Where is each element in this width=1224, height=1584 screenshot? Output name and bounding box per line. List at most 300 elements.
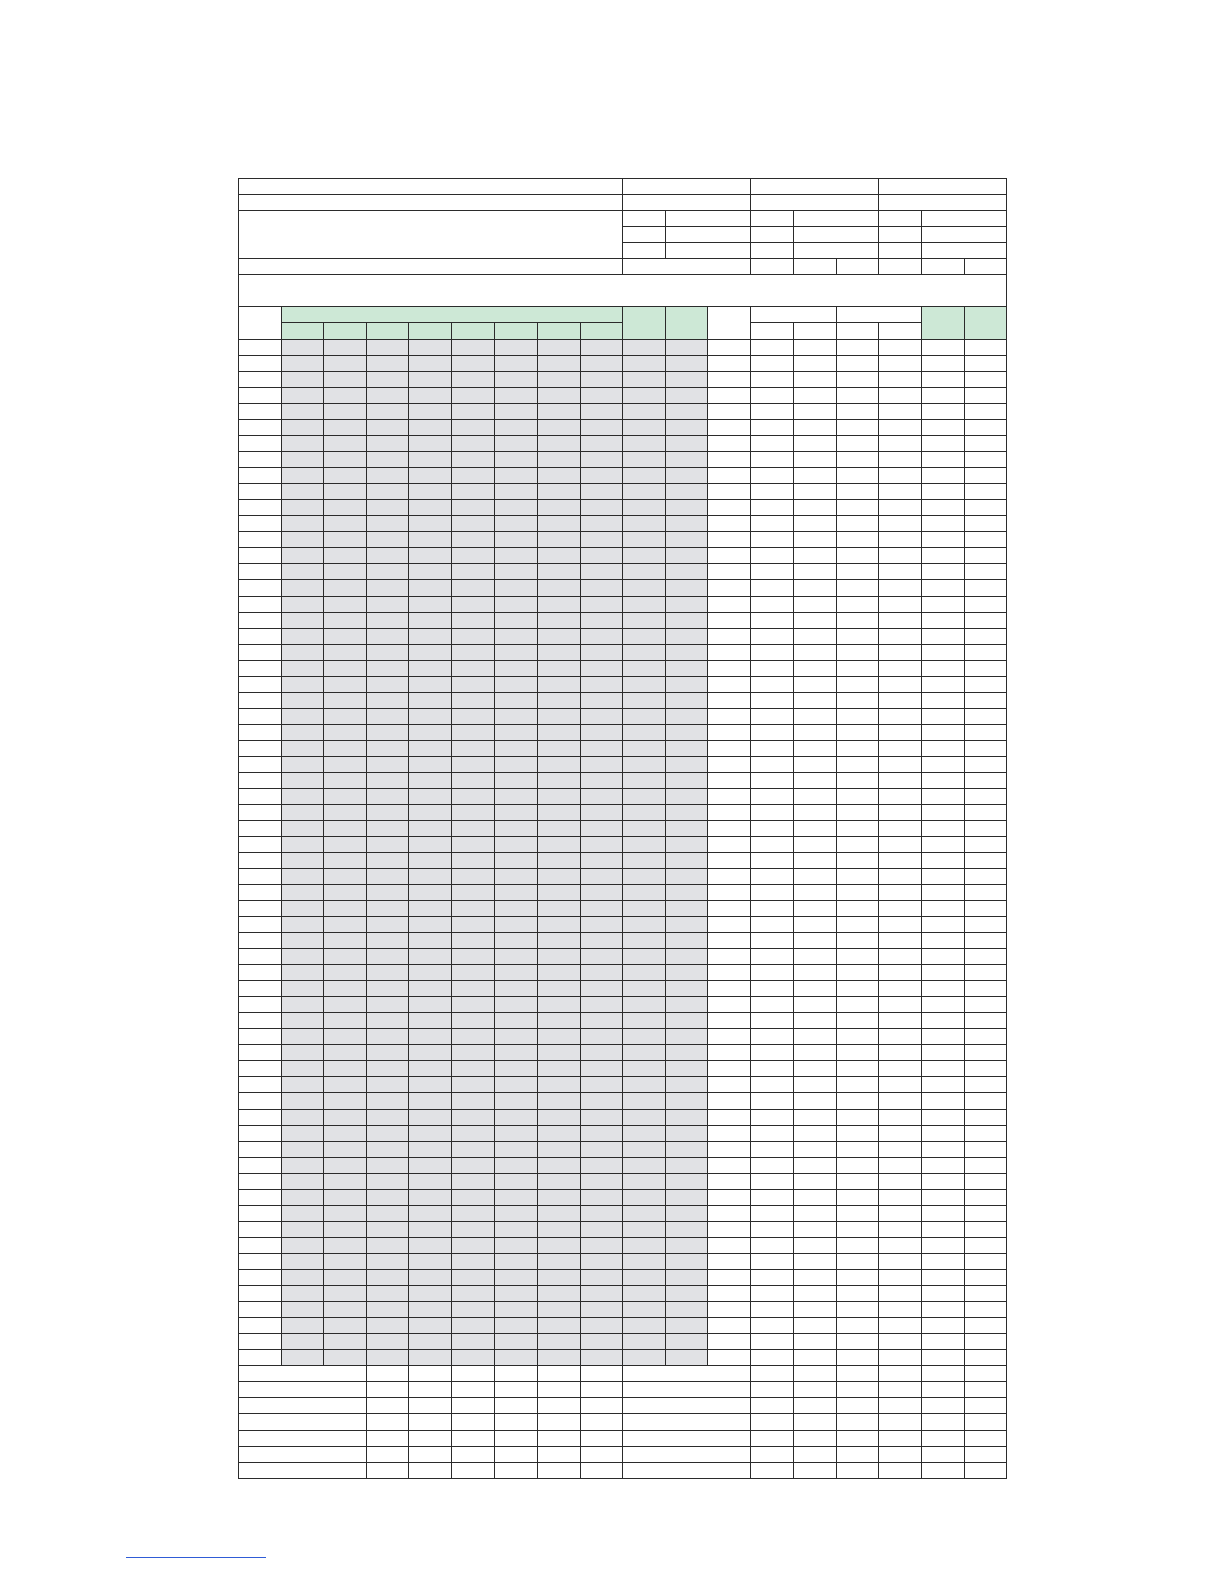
data-row-42-col-17[interactable] — [921, 996, 965, 1013]
data-row-20-col-3[interactable] — [323, 644, 367, 661]
data-row-18-col-8[interactable] — [537, 612, 581, 629]
data-row-19-col-4[interactable] — [366, 628, 409, 645]
data-row-44-col-4[interactable] — [366, 1028, 409, 1045]
data-row-32-col-4[interactable] — [366, 836, 409, 853]
data-row-32-col-7[interactable] — [494, 836, 538, 853]
data-row-41-col-17[interactable] — [921, 980, 965, 997]
data-row-36-col-8[interactable] — [537, 900, 581, 917]
data-row-8-col-8[interactable] — [537, 451, 581, 468]
data-row-57-col-13[interactable] — [750, 1237, 794, 1254]
data-row-26-col-9[interactable] — [580, 740, 623, 757]
data-row-1-col-17[interactable] — [921, 339, 965, 356]
summary-row-5-col-6[interactable] — [580, 1430, 623, 1447]
data-row-24-col-12[interactable] — [707, 708, 751, 725]
data-row-23-col-16[interactable] — [878, 692, 922, 709]
data-row-9-col-17[interactable] — [921, 467, 965, 484]
data-row-62-col-12[interactable] — [707, 1317, 751, 1334]
data-row-3-col-18[interactable] — [964, 371, 1007, 388]
data-row-47-col-13[interactable] — [750, 1076, 794, 1093]
data-row-15-col-17[interactable] — [921, 563, 965, 580]
data-row-17-col-8[interactable] — [537, 596, 581, 613]
data-row-31-col-15[interactable] — [836, 820, 879, 837]
data-row-3-col-3[interactable] — [323, 371, 367, 388]
data-row-48-col-17[interactable] — [921, 1092, 965, 1110]
data-row-28-col-6[interactable] — [451, 772, 495, 789]
data-row-33-col-12[interactable] — [707, 852, 751, 869]
data-row-38-col-18[interactable] — [964, 932, 1007, 949]
data-row-38-col-8[interactable] — [537, 932, 581, 949]
data-row-22-col-14[interactable] — [793, 676, 837, 693]
data-row-22-col-7[interactable] — [494, 676, 538, 693]
data-row-8-col-6[interactable] — [451, 451, 495, 468]
data-row-13-col-6[interactable] — [451, 531, 495, 548]
data-row-14-col-9[interactable] — [580, 547, 623, 564]
data-row-13-col-16[interactable] — [878, 531, 922, 548]
data-row-47-col-12[interactable] — [707, 1076, 751, 1093]
data-row-46-col-9[interactable] — [580, 1060, 623, 1077]
data-row-47-col-16[interactable] — [878, 1076, 922, 1093]
data-row-62-col-2[interactable] — [281, 1317, 324, 1334]
summary-row-3-right-2[interactable] — [793, 1397, 837, 1414]
data-row-42-col-14[interactable] — [793, 996, 837, 1013]
data-row-15-col-14[interactable] — [793, 563, 837, 580]
data-row-11-col-7[interactable] — [494, 499, 538, 516]
summary-row-7-right-5[interactable] — [921, 1462, 965, 1479]
data-row-49-col-7[interactable] — [494, 1109, 538, 1126]
data-row-16-col-15[interactable] — [836, 579, 879, 597]
data-row-29-col-8[interactable] — [537, 788, 581, 805]
data-row-42-col-4[interactable] — [366, 996, 409, 1013]
data-row-56-col-18[interactable] — [964, 1221, 1007, 1238]
data-row-26-col-11[interactable] — [665, 740, 708, 757]
header-wide-field[interactable] — [238, 258, 623, 275]
summary-row-5-col-5[interactable] — [537, 1430, 581, 1447]
data-row-25-col-13[interactable] — [750, 724, 794, 741]
data-row-30-col-3[interactable] — [323, 804, 367, 821]
data-row-37-col-7[interactable] — [494, 916, 538, 933]
data-row-17-col-4[interactable] — [366, 596, 409, 613]
data-row-1-col-16[interactable] — [878, 339, 922, 356]
data-row-10-col-7[interactable] — [494, 483, 538, 500]
data-row-40-col-9[interactable] — [580, 964, 623, 981]
data-row-51-col-7[interactable] — [494, 1141, 538, 1158]
data-row-42-col-9[interactable] — [580, 996, 623, 1013]
data-row-29-col-16[interactable] — [878, 788, 922, 805]
data-row-50-col-7[interactable] — [494, 1125, 538, 1142]
summary-row-4-right-2[interactable] — [793, 1413, 837, 1431]
data-row-38-col-6[interactable] — [451, 932, 495, 949]
data-row-16-col-11[interactable] — [665, 579, 708, 597]
data-row-54-col-10[interactable] — [622, 1189, 666, 1206]
data-row-47-col-10[interactable] — [622, 1076, 666, 1093]
data-row-13-col-4[interactable] — [366, 531, 409, 548]
data-row-38-col-15[interactable] — [836, 932, 879, 949]
data-row-17-col-3[interactable] — [323, 596, 367, 613]
data-row-44-col-13[interactable] — [750, 1028, 794, 1045]
data-row-59-col-17[interactable] — [921, 1269, 965, 1286]
data-row-11-col-5[interactable] — [408, 499, 452, 516]
data-row-39-col-3[interactable] — [323, 948, 367, 965]
data-row-27-col-6[interactable] — [451, 756, 495, 773]
data-row-9-col-14[interactable] — [793, 467, 837, 484]
data-row-50-col-18[interactable] — [964, 1125, 1007, 1142]
data-row-24-col-6[interactable] — [451, 708, 495, 725]
data-row-64-col-18[interactable] — [964, 1349, 1007, 1366]
data-row-60-col-18[interactable] — [964, 1285, 1007, 1302]
data-row-42-col-6[interactable] — [451, 996, 495, 1013]
data-row-9-col-5[interactable] — [408, 467, 452, 484]
data-row-39-col-17[interactable] — [921, 948, 965, 965]
data-row-12-col-9[interactable] — [580, 515, 623, 532]
data-row-57-col-17[interactable] — [921, 1237, 965, 1254]
data-row-61-col-14[interactable] — [793, 1301, 837, 1318]
data-row-52-col-14[interactable] — [793, 1157, 837, 1174]
data-row-50-col-12[interactable] — [707, 1125, 751, 1142]
data-row-41-col-18[interactable] — [964, 980, 1007, 997]
data-row-17-col-11[interactable] — [665, 596, 708, 613]
data-row-36-col-7[interactable] — [494, 900, 538, 917]
data-row-52-col-2[interactable] — [281, 1157, 324, 1174]
data-row-34-col-3[interactable] — [323, 868, 367, 885]
summary-row-7-right-4[interactable] — [878, 1462, 922, 1479]
summary-row-2-right-5[interactable] — [921, 1381, 965, 1398]
data-row-18-col-6[interactable] — [451, 612, 495, 629]
data-row-51-col-5[interactable] — [408, 1141, 452, 1158]
data-row-43-col-16[interactable] — [878, 1012, 922, 1029]
data-row-41-col-10[interactable] — [622, 980, 666, 997]
data-row-63-col-18[interactable] — [964, 1333, 1007, 1350]
data-row-22-col-15[interactable] — [836, 676, 879, 693]
data-row-57-col-11[interactable] — [665, 1237, 708, 1254]
summary-row-1-right-1[interactable] — [750, 1365, 794, 1382]
data-row-26-col-16[interactable] — [878, 740, 922, 757]
data-row-12-col-16[interactable] — [878, 515, 922, 532]
data-row-5-col-13[interactable] — [750, 403, 794, 420]
data-row-12-col-4[interactable] — [366, 515, 409, 532]
data-row-4-col-4[interactable] — [366, 387, 409, 404]
summary-row-4-col-5[interactable] — [537, 1413, 581, 1431]
data-row-13-col-14[interactable] — [793, 531, 837, 548]
data-row-51-col-11[interactable] — [665, 1141, 708, 1158]
data-row-2-col-3[interactable] — [323, 355, 367, 372]
data-row-27-col-16[interactable] — [878, 756, 922, 773]
data-row-22-col-3[interactable] — [323, 676, 367, 693]
data-row-37-col-17[interactable] — [921, 916, 965, 933]
data-row-42-col-7[interactable] — [494, 996, 538, 1013]
data-row-50-col-15[interactable] — [836, 1125, 879, 1142]
data-row-38-col-12[interactable] — [707, 932, 751, 949]
data-row-48-col-13[interactable] — [750, 1092, 794, 1110]
summary-row-6-right-3[interactable] — [836, 1446, 879, 1463]
data-row-38-col-11[interactable] — [665, 932, 708, 949]
data-row-63-col-16[interactable] — [878, 1333, 922, 1350]
data-row-47-col-15[interactable] — [836, 1076, 879, 1093]
data-row-7-col-8[interactable] — [537, 435, 581, 452]
data-row-21-col-7[interactable] — [494, 660, 538, 677]
header-c-value-2[interactable] — [921, 226, 1007, 243]
data-row-21-col-12[interactable] — [707, 660, 751, 677]
data-row-19-col-7[interactable] — [494, 628, 538, 645]
data-row-20-col-4[interactable] — [366, 644, 409, 661]
data-row-32-col-2[interactable] — [281, 836, 324, 853]
data-row-21-col-5[interactable] — [408, 660, 452, 677]
data-row-21-col-10[interactable] — [622, 660, 666, 677]
data-row-31-col-10[interactable] — [622, 820, 666, 837]
data-row-36-col-3[interactable] — [323, 900, 367, 917]
data-row-36-col-18[interactable] — [964, 900, 1007, 917]
data-row-39-col-15[interactable] — [836, 948, 879, 965]
data-row-40-col-2[interactable] — [281, 964, 324, 981]
data-row-18-col-15[interactable] — [836, 612, 879, 629]
data-row-5-col-6[interactable] — [451, 403, 495, 420]
data-row-35-col-11[interactable] — [665, 884, 708, 901]
data-row-28-col-14[interactable] — [793, 772, 837, 789]
data-row-43-col-4[interactable] — [366, 1012, 409, 1029]
data-row-56-col-5[interactable] — [408, 1221, 452, 1238]
data-row-58-col-13[interactable] — [750, 1253, 794, 1270]
summary-row-6-col-3[interactable] — [451, 1446, 495, 1463]
data-row-11-col-14[interactable] — [793, 499, 837, 516]
data-row-53-col-6[interactable] — [451, 1173, 495, 1190]
data-row-38-col-10[interactable] — [622, 932, 666, 949]
data-row-43-col-15[interactable] — [836, 1012, 879, 1029]
data-row-54-col-15[interactable] — [836, 1189, 879, 1206]
data-row-9-col-10[interactable] — [622, 467, 666, 484]
data-row-13-col-10[interactable] — [622, 531, 666, 548]
data-row-3-col-16[interactable] — [878, 371, 922, 388]
data-row-3-col-7[interactable] — [494, 371, 538, 388]
data-row-4-col-18[interactable] — [964, 387, 1007, 404]
data-row-34-col-14[interactable] — [793, 868, 837, 885]
data-row-4-col-8[interactable] — [537, 387, 581, 404]
data-row-36-col-2[interactable] — [281, 900, 324, 917]
data-row-21-col-18[interactable] — [964, 660, 1007, 677]
data-row-64-col-14[interactable] — [793, 1349, 837, 1366]
data-row-3-col-4[interactable] — [366, 371, 409, 388]
data-row-57-col-8[interactable] — [537, 1237, 581, 1254]
data-row-62-col-17[interactable] — [921, 1317, 965, 1334]
data-row-11-col-10[interactable] — [622, 499, 666, 516]
summary-row-5-right-5[interactable] — [921, 1430, 965, 1447]
summary-row-5-right-4[interactable] — [878, 1430, 922, 1447]
summary-row-3-right-5[interactable] — [921, 1397, 965, 1414]
data-row-5-col-9[interactable] — [580, 403, 623, 420]
data-row-54-col-6[interactable] — [451, 1189, 495, 1206]
data-row-40-col-13[interactable] — [750, 964, 794, 981]
data-row-60-col-15[interactable] — [836, 1285, 879, 1302]
data-row-59-col-9[interactable] — [580, 1269, 623, 1286]
data-row-43-col-12[interactable] — [707, 1012, 751, 1029]
data-row-15-col-11[interactable] — [665, 563, 708, 580]
data-row-5-col-3[interactable] — [323, 403, 367, 420]
data-row-46-col-18[interactable] — [964, 1060, 1007, 1077]
data-row-21-col-15[interactable] — [836, 660, 879, 677]
data-row-22-col-9[interactable] — [580, 676, 623, 693]
data-row-38-col-3[interactable] — [323, 932, 367, 949]
data-row-6-col-17[interactable] — [921, 419, 965, 436]
data-row-36-col-6[interactable] — [451, 900, 495, 917]
data-row-7-col-3[interactable] — [323, 435, 367, 452]
data-row-25-col-9[interactable] — [580, 724, 623, 741]
data-row-23-col-9[interactable] — [580, 692, 623, 709]
data-row-20-col-8[interactable] — [537, 644, 581, 661]
data-row-45-col-7[interactable] — [494, 1044, 538, 1061]
data-row-13-col-15[interactable] — [836, 531, 879, 548]
data-row-25-col-14[interactable] — [793, 724, 837, 741]
data-row-1-col-6[interactable] — [451, 339, 495, 356]
data-row-3-col-14[interactable] — [793, 371, 837, 388]
data-row-27-col-14[interactable] — [793, 756, 837, 773]
data-row-19-col-3[interactable] — [323, 628, 367, 645]
data-row-23-col-8[interactable] — [537, 692, 581, 709]
data-row-45-col-5[interactable] — [408, 1044, 452, 1061]
data-row-62-col-13[interactable] — [750, 1317, 794, 1334]
data-row-56-col-16[interactable] — [878, 1221, 922, 1238]
data-row-30-col-5[interactable] — [408, 804, 452, 821]
data-row-37-col-12[interactable] — [707, 916, 751, 933]
data-row-16-col-18[interactable] — [964, 579, 1007, 597]
data-row-3-col-13[interactable] — [750, 371, 794, 388]
data-row-4-col-17[interactable] — [921, 387, 965, 404]
data-row-26-col-2[interactable] — [281, 740, 324, 757]
data-row-28-col-18[interactable] — [964, 772, 1007, 789]
data-row-14-col-17[interactable] — [921, 547, 965, 564]
data-row-44-col-14[interactable] — [793, 1028, 837, 1045]
summary-row-2-right-4[interactable] — [878, 1381, 922, 1398]
data-row-17-col-18[interactable] — [964, 596, 1007, 613]
data-row-11-col-6[interactable] — [451, 499, 495, 516]
data-row-34-col-17[interactable] — [921, 868, 965, 885]
data-row-31-col-18[interactable] — [964, 820, 1007, 837]
data-row-25-col-16[interactable] — [878, 724, 922, 741]
data-row-48-col-3[interactable] — [323, 1092, 367, 1110]
data-row-1-col-7[interactable] — [494, 339, 538, 356]
data-row-35-col-2[interactable] — [281, 884, 324, 901]
data-row-22-col-2[interactable] — [281, 676, 324, 693]
data-row-63-col-5[interactable] — [408, 1333, 452, 1350]
data-row-16-col-9[interactable] — [580, 579, 623, 597]
data-row-25-col-4[interactable] — [366, 724, 409, 741]
summary-row-6-right-1[interactable] — [750, 1446, 794, 1463]
data-row-33-col-7[interactable] — [494, 852, 538, 869]
data-row-51-col-12[interactable] — [707, 1141, 751, 1158]
data-row-27-col-3[interactable] — [323, 756, 367, 773]
summary-row-6-right-5[interactable] — [921, 1446, 965, 1463]
data-row-42-col-3[interactable] — [323, 996, 367, 1013]
data-row-24-col-14[interactable] — [793, 708, 837, 725]
data-row-24-col-8[interactable] — [537, 708, 581, 725]
summary-row-3-right-4[interactable] — [878, 1397, 922, 1414]
data-row-30-col-7[interactable] — [494, 804, 538, 821]
data-row-24-col-2[interactable] — [281, 708, 324, 725]
summary-row-1-right-3[interactable] — [836, 1365, 879, 1382]
data-row-1-col-5[interactable] — [408, 339, 452, 356]
data-row-30-col-13[interactable] — [750, 804, 794, 821]
data-row-58-col-9[interactable] — [580, 1253, 623, 1270]
data-row-51-col-16[interactable] — [878, 1141, 922, 1158]
data-row-36-col-4[interactable] — [366, 900, 409, 917]
data-row-9-col-15[interactable] — [836, 467, 879, 484]
summary-row-1-col-4[interactable] — [494, 1365, 538, 1382]
data-row-47-col-17[interactable] — [921, 1076, 965, 1093]
summary-row-2-right-6[interactable] — [964, 1381, 1007, 1398]
data-row-19-col-6[interactable] — [451, 628, 495, 645]
data-row-42-col-15[interactable] — [836, 996, 879, 1013]
data-row-64-col-6[interactable] — [451, 1349, 495, 1366]
data-row-5-col-7[interactable] — [494, 403, 538, 420]
data-row-33-col-9[interactable] — [580, 852, 623, 869]
data-row-61-col-11[interactable] — [665, 1301, 708, 1318]
data-row-31-col-3[interactable] — [323, 820, 367, 837]
data-row-52-col-8[interactable] — [537, 1157, 581, 1174]
data-row-28-col-10[interactable] — [622, 772, 666, 789]
data-row-13-col-5[interactable] — [408, 531, 452, 548]
data-row-62-col-5[interactable] — [408, 1317, 452, 1334]
data-row-60-col-4[interactable] — [366, 1285, 409, 1302]
summary-row-1-col-1[interactable] — [366, 1365, 409, 1382]
data-row-15-col-5[interactable] — [408, 563, 452, 580]
data-row-58-col-7[interactable] — [494, 1253, 538, 1270]
data-row-50-col-5[interactable] — [408, 1125, 452, 1142]
data-row-19-col-5[interactable] — [408, 628, 452, 645]
data-row-7-col-9[interactable] — [580, 435, 623, 452]
data-row-2-col-10[interactable] — [622, 355, 666, 372]
summary-row-1-col-2[interactable] — [408, 1365, 452, 1382]
data-row-60-col-9[interactable] — [580, 1285, 623, 1302]
data-row-10-col-17[interactable] — [921, 483, 965, 500]
data-row-15-col-9[interactable] — [580, 563, 623, 580]
data-row-40-col-16[interactable] — [878, 964, 922, 981]
data-row-59-col-5[interactable] — [408, 1269, 452, 1286]
data-row-15-col-2[interactable] — [281, 563, 324, 580]
data-row-8-col-2[interactable] — [281, 451, 324, 468]
data-row-45-col-6[interactable] — [451, 1044, 495, 1061]
data-row-29-col-11[interactable] — [665, 788, 708, 805]
data-row-5-col-14[interactable] — [793, 403, 837, 420]
data-row-40-col-8[interactable] — [537, 964, 581, 981]
data-row-64-col-3[interactable] — [323, 1349, 367, 1366]
data-row-18-col-11[interactable] — [665, 612, 708, 629]
data-row-63-col-14[interactable] — [793, 1333, 837, 1350]
data-row-14-col-15[interactable] — [836, 547, 879, 564]
data-row-25-col-8[interactable] — [537, 724, 581, 741]
data-row-2-col-4[interactable] — [366, 355, 409, 372]
data-row-21-col-9[interactable] — [580, 660, 623, 677]
summary-row-1-right-6[interactable] — [964, 1365, 1007, 1382]
data-row-31-col-17[interactable] — [921, 820, 965, 837]
data-row-52-col-17[interactable] — [921, 1157, 965, 1174]
data-row-41-col-5[interactable] — [408, 980, 452, 997]
data-row-58-col-3[interactable] — [323, 1253, 367, 1270]
data-row-11-col-2[interactable] — [281, 499, 324, 516]
data-row-32-col-9[interactable] — [580, 836, 623, 853]
data-row-34-col-16[interactable] — [878, 868, 922, 885]
data-row-44-col-18[interactable] — [964, 1028, 1007, 1045]
data-row-49-col-3[interactable] — [323, 1109, 367, 1126]
header-c-value-1[interactable] — [921, 210, 1007, 227]
data-row-54-col-14[interactable] — [793, 1189, 837, 1206]
data-row-34-col-15[interactable] — [836, 868, 879, 885]
data-row-43-col-2[interactable] — [281, 1012, 324, 1029]
summary-row-2-col-2[interactable] — [408, 1381, 452, 1398]
header-small-field-5[interactable] — [921, 258, 965, 275]
data-row-60-col-3[interactable] — [323, 1285, 367, 1302]
data-row-1-col-18[interactable] — [964, 339, 1007, 356]
summary-row-7-right-3[interactable] — [836, 1462, 879, 1479]
header-small-field-2[interactable] — [793, 258, 837, 275]
data-row-29-col-17[interactable] — [921, 788, 965, 805]
data-row-20-col-5[interactable] — [408, 644, 452, 661]
